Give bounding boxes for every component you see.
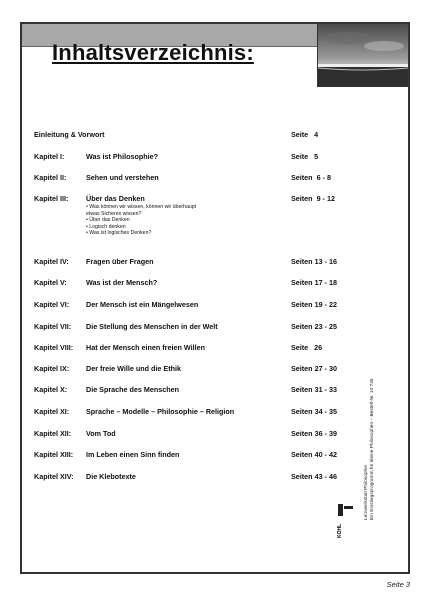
toc-chapter-number: Kapitel I:	[34, 152, 65, 161]
toc-page-reference: Seiten 13 - 16	[291, 257, 337, 266]
toc-subtopics	[86, 204, 286, 237]
toc-chapter-title: Die Sprache des Menschen	[86, 385, 180, 394]
toc-chapter-title: Die Klebotexte	[86, 472, 136, 481]
toc-chapter-title: Der freie Wille und die Ethik	[86, 364, 181, 373]
toc-chapter-number: Kapitel IV:	[34, 257, 69, 266]
toc-chapter-number: Kapitel IX:	[34, 364, 70, 373]
toc-chapter-number: Kapitel II:	[34, 173, 67, 182]
side-imprint	[364, 378, 376, 520]
toc-subtopic-item: etwas Sicheres wissen?	[86, 210, 142, 217]
toc-page-reference: Seiten 27 - 30	[291, 364, 337, 373]
toc-page-reference: Seiten 19 - 22	[291, 300, 337, 309]
toc-subtopic-item: • Was können wir wissen, können wir überhaupt	[86, 204, 197, 210]
publisher-logo	[336, 500, 356, 542]
toc-subtopic-item: • Logisch denken	[86, 223, 126, 230]
toc-chapter-title: Sprache – Modelle – Philosophie – Religion	[86, 407, 235, 416]
toc-page-reference: Seiten 34 - 35	[291, 407, 337, 416]
toc-chapter-title: Der Mensch ist ein Mängelwesen	[86, 300, 199, 309]
toc-page-reference: Seiten 43 - 46	[291, 472, 337, 481]
toc-chapter-title: Was ist Philosophie?	[86, 152, 159, 161]
toc-chapter-title: Im Leben einen Sinn finden	[86, 450, 180, 459]
toc-chapter-number: Kapitel III:	[34, 194, 69, 203]
toc-page-reference: Seite 26	[291, 343, 323, 352]
toc-chapter-title: Vom Tod	[86, 429, 116, 438]
toc-chapter-title: Die Stellung des Menschen in der Welt	[86, 322, 218, 331]
toc-chapter-number: Kapitel VIII:	[34, 343, 74, 352]
side-imprint-line1: Lernwerkstatt Philosophie	[364, 465, 369, 520]
toc-page-reference: Seiten 31 - 33	[291, 385, 337, 394]
toc-chapter-number: Kapitel XIV:	[34, 472, 74, 481]
toc-chapter-title: Hat der Mensch einen freien Willen	[86, 343, 205, 352]
toc-chapter-number: Kapitel XII:	[34, 429, 72, 438]
page-number: Seite 3	[386, 580, 410, 589]
header-photo	[317, 24, 408, 87]
side-imprint-line2: Ein Einstiegsprogramm für kleine Philosophen – Bestell-Nr. 10 745	[370, 378, 375, 520]
toc-chapter-number: Kapitel VI:	[34, 300, 70, 309]
toc-page-reference: Seiten 23 - 25	[291, 322, 337, 331]
toc-subtopic-item: • Über das Denken	[86, 217, 130, 224]
toc-page-reference: Seite 5	[291, 152, 319, 161]
toc-subtopic-item: • Was ist logisches Denken?	[86, 230, 152, 237]
toc-page-reference: Seite 4	[291, 130, 319, 139]
toc-page-reference: Seiten 36 - 39	[291, 429, 337, 438]
logo-text: KOHL	[337, 523, 343, 538]
toc-page-reference: Seiten 40 - 42	[291, 450, 337, 459]
toc-chapter-title: Über das Denken	[86, 194, 145, 203]
toc-page-reference: Seiten 6 - 8	[291, 173, 331, 182]
toc-chapter-title: Fragen über Fragen	[86, 257, 154, 266]
toc-chapter-number: Kapitel V:	[34, 278, 67, 287]
toc-page-reference: Seiten 17 - 18	[291, 278, 337, 287]
toc-page-reference: Seiten 9 - 12	[291, 194, 335, 203]
toc-chapter-title: Sehen und verstehen	[86, 173, 159, 182]
toc-chapter-title: Was ist der Mensch?	[86, 278, 158, 287]
toc-chapter-number: Einleitung & Vorwort	[34, 130, 105, 139]
toc-chapter-number: Kapitel VII:	[34, 322, 72, 331]
toc-chapter-number: Kapitel X:	[34, 385, 68, 394]
page-frame	[20, 22, 410, 574]
toc-chapter-number: Kapitel XIII:	[34, 450, 74, 459]
page-title: Inhaltsverzeichnis:	[52, 40, 254, 65]
toc-chapter-number: Kapitel XI:	[34, 407, 70, 416]
